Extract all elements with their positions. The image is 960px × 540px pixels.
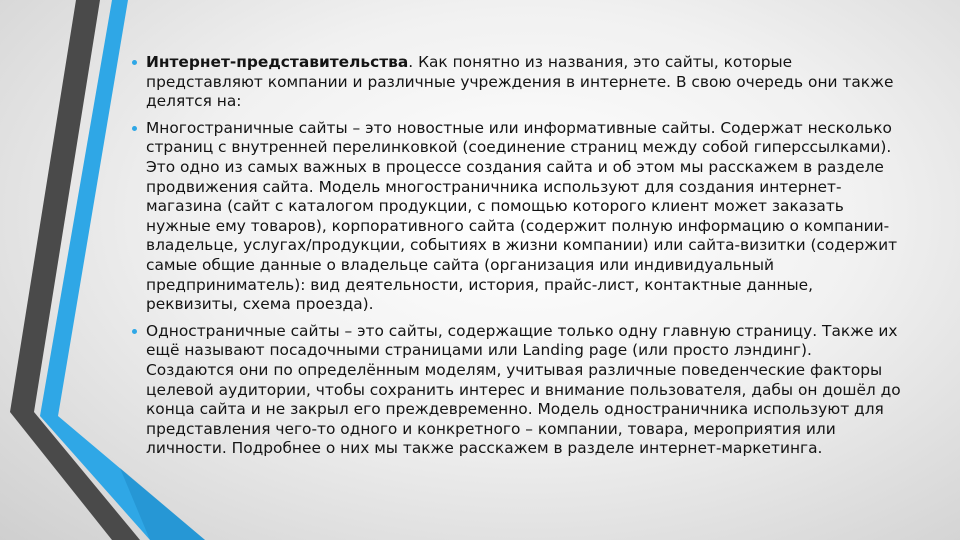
- bullet-text: Многостраничные сайты – это новостные или информативные сайты. Содержат несколько страниц с внутренней перелинковкой (соединение страниц между собой гиперссылками). Это одно из самых важных в процессе создания сайта и об этом мы расскажем в разделе продвижения сайта. Модель многостраничника используют для создания интернет-магазина (сайт с каталогом продукции, с помощью которого клиент может заказать нужные ему товаров), корпоративного сайта (содержит полную информацию о компании-владельце, услугах/продукции, событиях в жизни компании) или сайта-визитки (содержит самые общие данные о владельце сайта (организация или индивидуальный предприниматель): вид деятельности, история, прайс-лист, контактные данные, реквизиты, схема проезда).: [146, 118, 898, 314]
- bullet-item-web-representation: [132, 53, 902, 112]
- bullet-item-multipage-sites: [132, 119, 902, 315]
- bullet-item-single-page-sites: [132, 322, 902, 459]
- slide-body: [132, 53, 902, 466]
- bullet-dot-icon: [132, 60, 137, 65]
- bullet-dot-icon: [132, 126, 137, 131]
- bullet-dot-icon: [132, 329, 137, 334]
- bullet-term: Интернет-представительства: [146, 53, 409, 71]
- bullet-text: Одностраничные сайты – это сайты, содержащие только одну главную страницу. Также их ещё называют посадочными страницами или Landing page (или просто лэндинг). Создаются они по определённым моделям, учитывая различные поведенческие факторы целевой аудитории, чтобы сохранить интерес и внимание пользователя, дабы он дошёл до конца сайта и не закрыл его преждевременно. Модель одностраничника используют для представления чего-то одного и конкретного – компании, товара, мероприятия или личности. Подробнее о них мы также расскажем в разделе интернет-маркетинга.: [146, 321, 901, 458]
- bullet-text: . Как понятно из названия, это сайты, которые представляют компании и различные учреждения в интернете. В свою очередь они также делятся на:: [146, 53, 894, 111]
